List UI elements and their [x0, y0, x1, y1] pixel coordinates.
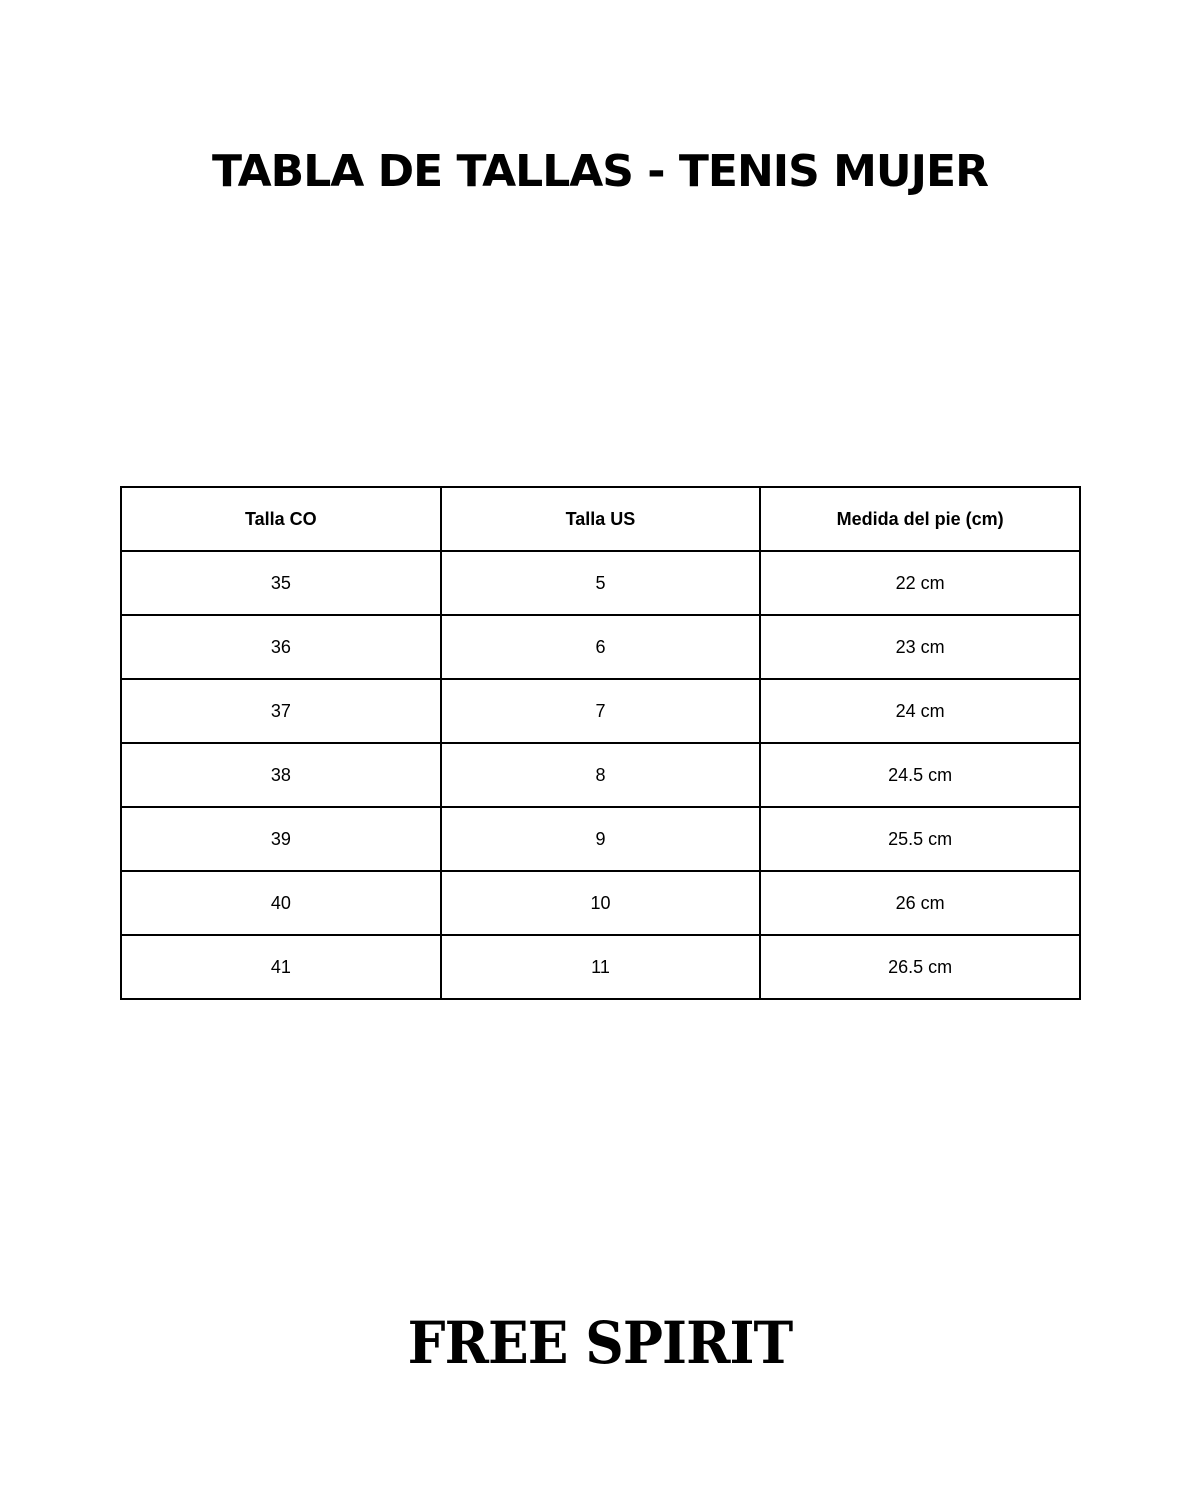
table-header-row	[121, 487, 1080, 551]
column-header-talla-us: Talla US	[441, 487, 761, 551]
table-row	[121, 807, 1080, 871]
cell-medida-pie: 23 cm	[760, 615, 1080, 679]
table-row	[121, 871, 1080, 935]
cell-talla-us: 8	[441, 743, 761, 807]
cell-medida-pie: 24 cm	[760, 679, 1080, 743]
cell-talla-co: 35	[121, 551, 441, 615]
cell-talla-us: 5	[441, 551, 761, 615]
cell-medida-pie: 22 cm	[760, 551, 1080, 615]
size-chart-table	[120, 486, 1081, 1000]
cell-medida-pie: 24.5 cm	[760, 743, 1080, 807]
cell-talla-co: 39	[121, 807, 441, 871]
table-row	[121, 743, 1080, 807]
cell-talla-co: 36	[121, 615, 441, 679]
column-header-talla-co: Talla CO	[121, 487, 441, 551]
cell-medida-pie: 26.5 cm	[760, 935, 1080, 999]
cell-medida-pie: 25.5 cm	[760, 807, 1080, 871]
cell-talla-us: 6	[441, 615, 761, 679]
cell-talla-us: 9	[441, 807, 761, 871]
cell-talla-co: 38	[121, 743, 441, 807]
brand-logo: FREE SPIRIT	[407, 1309, 793, 1377]
table-row	[121, 551, 1080, 615]
table-row	[121, 615, 1080, 679]
cell-talla-us: 11	[441, 935, 761, 999]
cell-talla-us: 7	[441, 679, 761, 743]
column-header-medida-pie: Medida del pie (cm)	[760, 487, 1080, 551]
table-row	[121, 679, 1080, 743]
page-title: TABLA DE TALLAS - TENIS MUJER	[212, 146, 988, 197]
cell-talla-us: 10	[441, 871, 761, 935]
table-row	[121, 935, 1080, 999]
cell-medida-pie: 26 cm	[760, 871, 1080, 935]
cell-talla-co: 40	[121, 871, 441, 935]
cell-talla-co: 41	[121, 935, 441, 999]
cell-talla-co: 37	[121, 679, 441, 743]
